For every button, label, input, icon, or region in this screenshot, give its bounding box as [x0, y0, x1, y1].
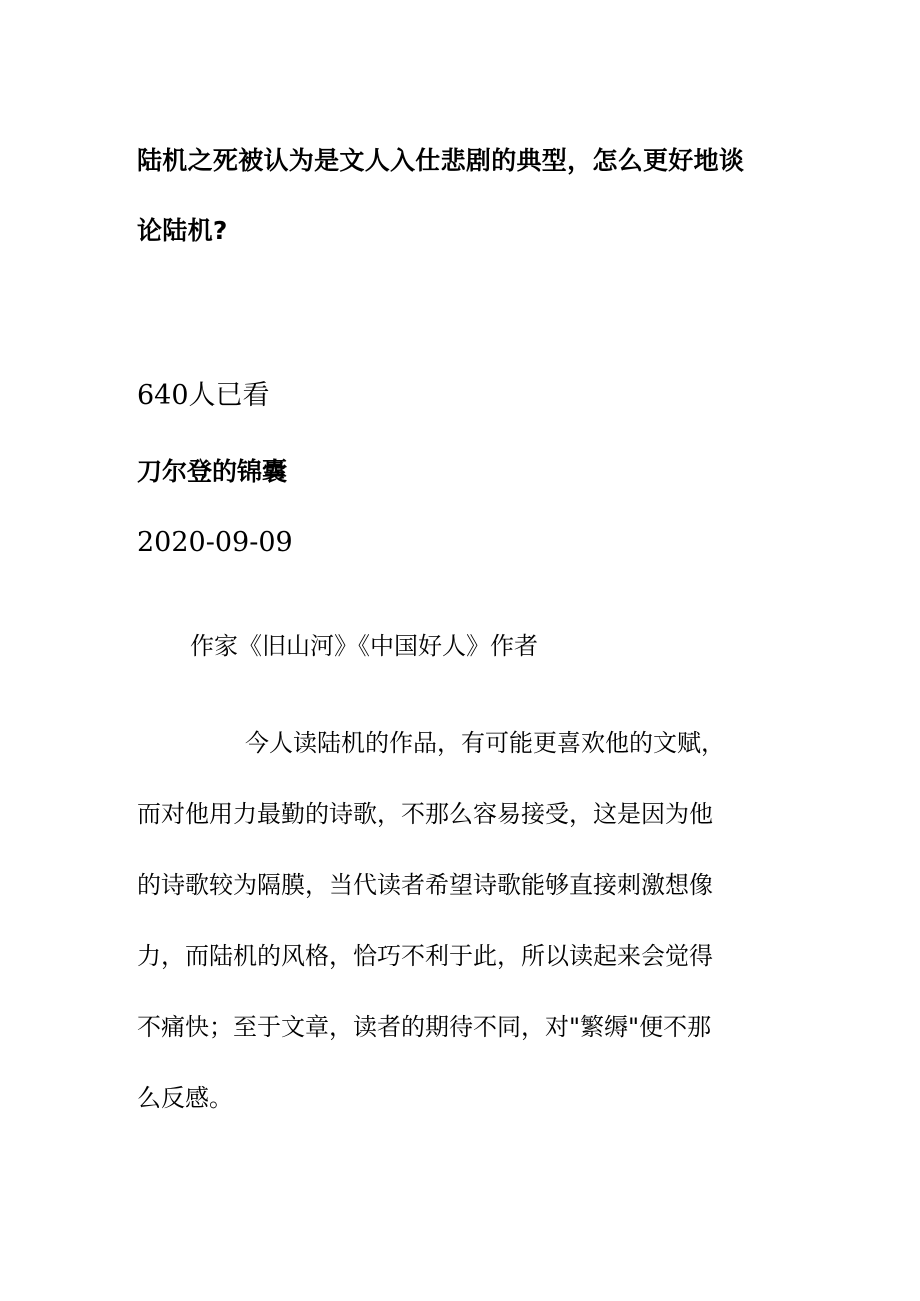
view-count: 640人已看	[137, 380, 270, 411]
author-name: 刀尔登的锦囊	[137, 457, 288, 486]
body-line-1: 今人读陆机的作品，有可能更喜欢他的文赋，	[245, 729, 725, 757]
body-line-3: 的诗歌较为隔膜，当代读者希望诗歌能够直接刺激想像	[137, 871, 713, 899]
publish-date: 2020-09-09	[137, 527, 293, 558]
body-line-2: 而对他用力最勤的诗歌，不那么容易接受，这是因为他	[137, 800, 713, 828]
author-intro: 作家《旧山河》《中国好人》作者	[190, 632, 538, 660]
body-line-6: 么反感。	[137, 1084, 233, 1112]
article-title-line-2: 论陆机?	[137, 216, 228, 245]
body-line-4: 力，而陆机的风格，恰巧不利于此，所以读起来会觉得	[137, 942, 713, 970]
article-title-line-1: 陆机之死被认为是文人入仕悲剧的典型，怎么更好地谈	[137, 146, 745, 175]
body-line-5: 不痛快；至于文章，读者的期待不同，对"繁缛"便不那	[137, 1013, 712, 1041]
